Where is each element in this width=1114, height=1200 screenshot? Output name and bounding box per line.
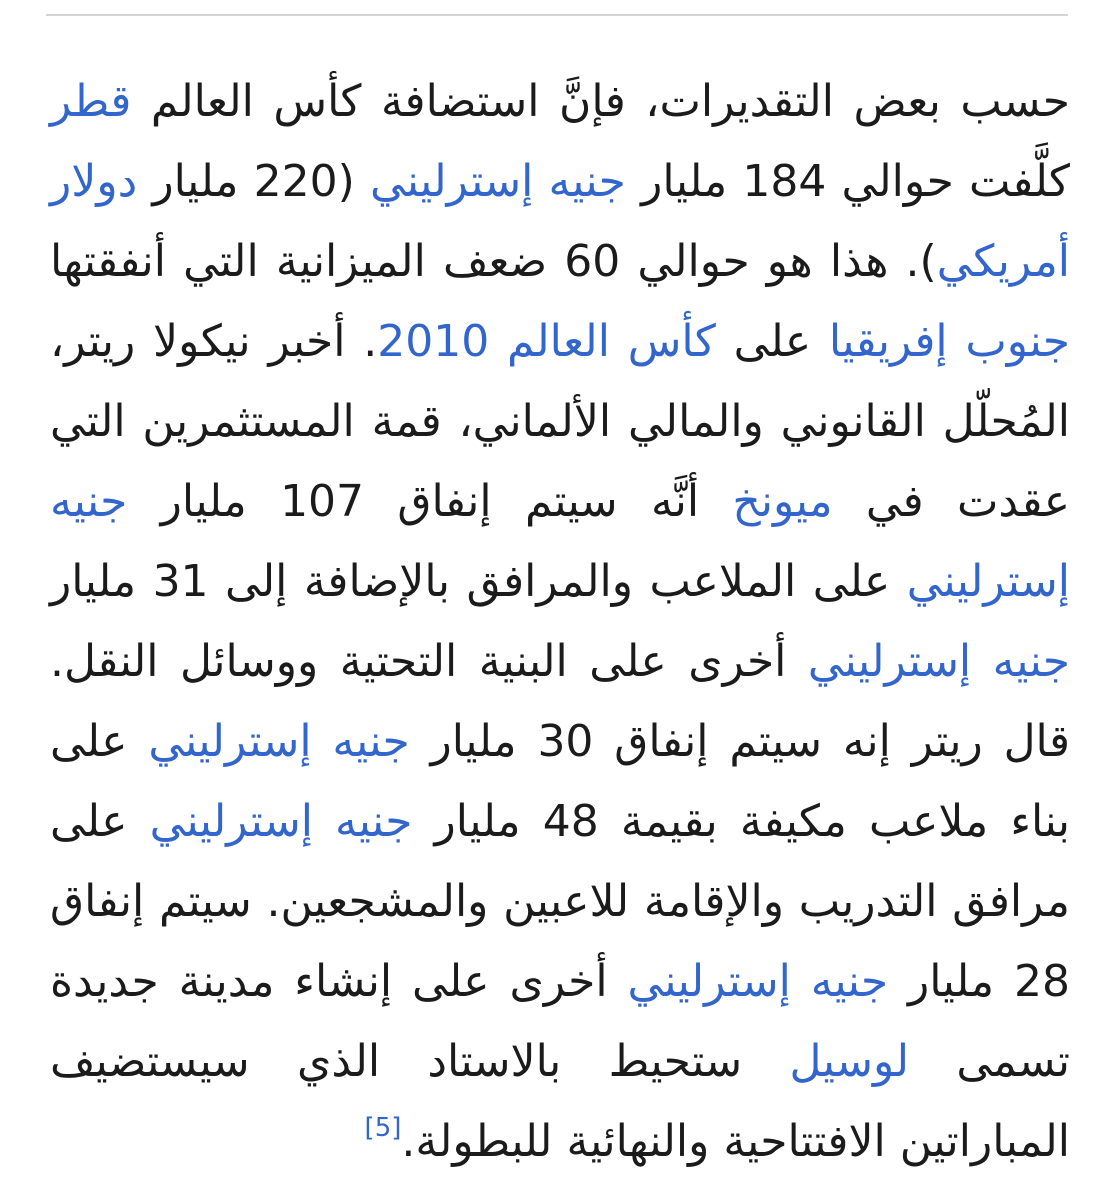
- link-pound-sterling[interactable]: جنيه إسترليني: [370, 156, 626, 207]
- link-world-cup-2010[interactable]: كأس العالم 2010: [377, 316, 716, 367]
- link-pound-sterling[interactable]: جنيه إسترليني: [627, 956, 889, 1007]
- text-segment: ستحيط بالاستاد الذي سيستضيف المباراتين الافتتاحية والنهائية للبطولة.: [50, 1036, 1070, 1167]
- text-segment: على مرافق التدريب والإقامة للاعبين والمشجعين. سيتم إنفاق 28 مليار: [50, 796, 1070, 1007]
- text-segment: (220 مليار: [137, 156, 371, 207]
- link-us-dollar[interactable]: دولار أمريكي: [50, 156, 1070, 287]
- link-pound-sterling[interactable]: جنيه إسترليني: [148, 716, 410, 767]
- text-segment: أخرى على البنية التحتية ووسائل النقل. قال ريتر إنه سيتم إنفاق 30 مليار: [50, 636, 1070, 767]
- text-segment: على بناء ملاعب مكيفة بقيمة 48 مليار: [50, 716, 1070, 847]
- text-segment: ). هذا هو حوالي 60 ضعف الميزانية التي أنفقتها: [50, 236, 937, 287]
- text-segment: أنَّه سيتم إنفاق 107 مليار: [127, 476, 733, 527]
- text-segment: أخرى على إنشاء مدينة جديدة تسمى: [50, 956, 1070, 1087]
- text-segment: كلَّفت حوالي 184 مليار: [625, 156, 1070, 207]
- link-pound-sterling[interactable]: جنيه إسترليني: [50, 476, 1070, 607]
- reference-link[interactable]: [5]: [364, 1113, 402, 1143]
- section-divider: [46, 14, 1068, 16]
- link-lusail[interactable]: لوسيل: [789, 1036, 910, 1087]
- text-segment: حسب بعض التقديرات، فإنَّ استضافة كأس العالم: [131, 76, 1070, 127]
- link-pound-sterling[interactable]: جنيه إسترليني: [149, 796, 413, 847]
- reference-superscript: [365, 1113, 402, 1143]
- link-south-africa[interactable]: جنوب إفريقيا: [828, 316, 1070, 367]
- link-pound-sterling[interactable]: جنيه إسترليني: [807, 636, 1070, 687]
- text-segment: . أخبر نيكولا ريتر، المُحلّل القانوني والمالي الألماني، قمة المستثمرين التي عقدت في: [50, 316, 1070, 527]
- text-segment: على الملاعب والمرافق بالإضافة إلى 31 مليار: [50, 556, 907, 607]
- link-munich[interactable]: ميونخ: [732, 476, 833, 527]
- link-qatar[interactable]: قطر: [50, 76, 132, 127]
- article-paragraph: [50, 62, 1070, 1182]
- text-segment: على: [715, 316, 829, 367]
